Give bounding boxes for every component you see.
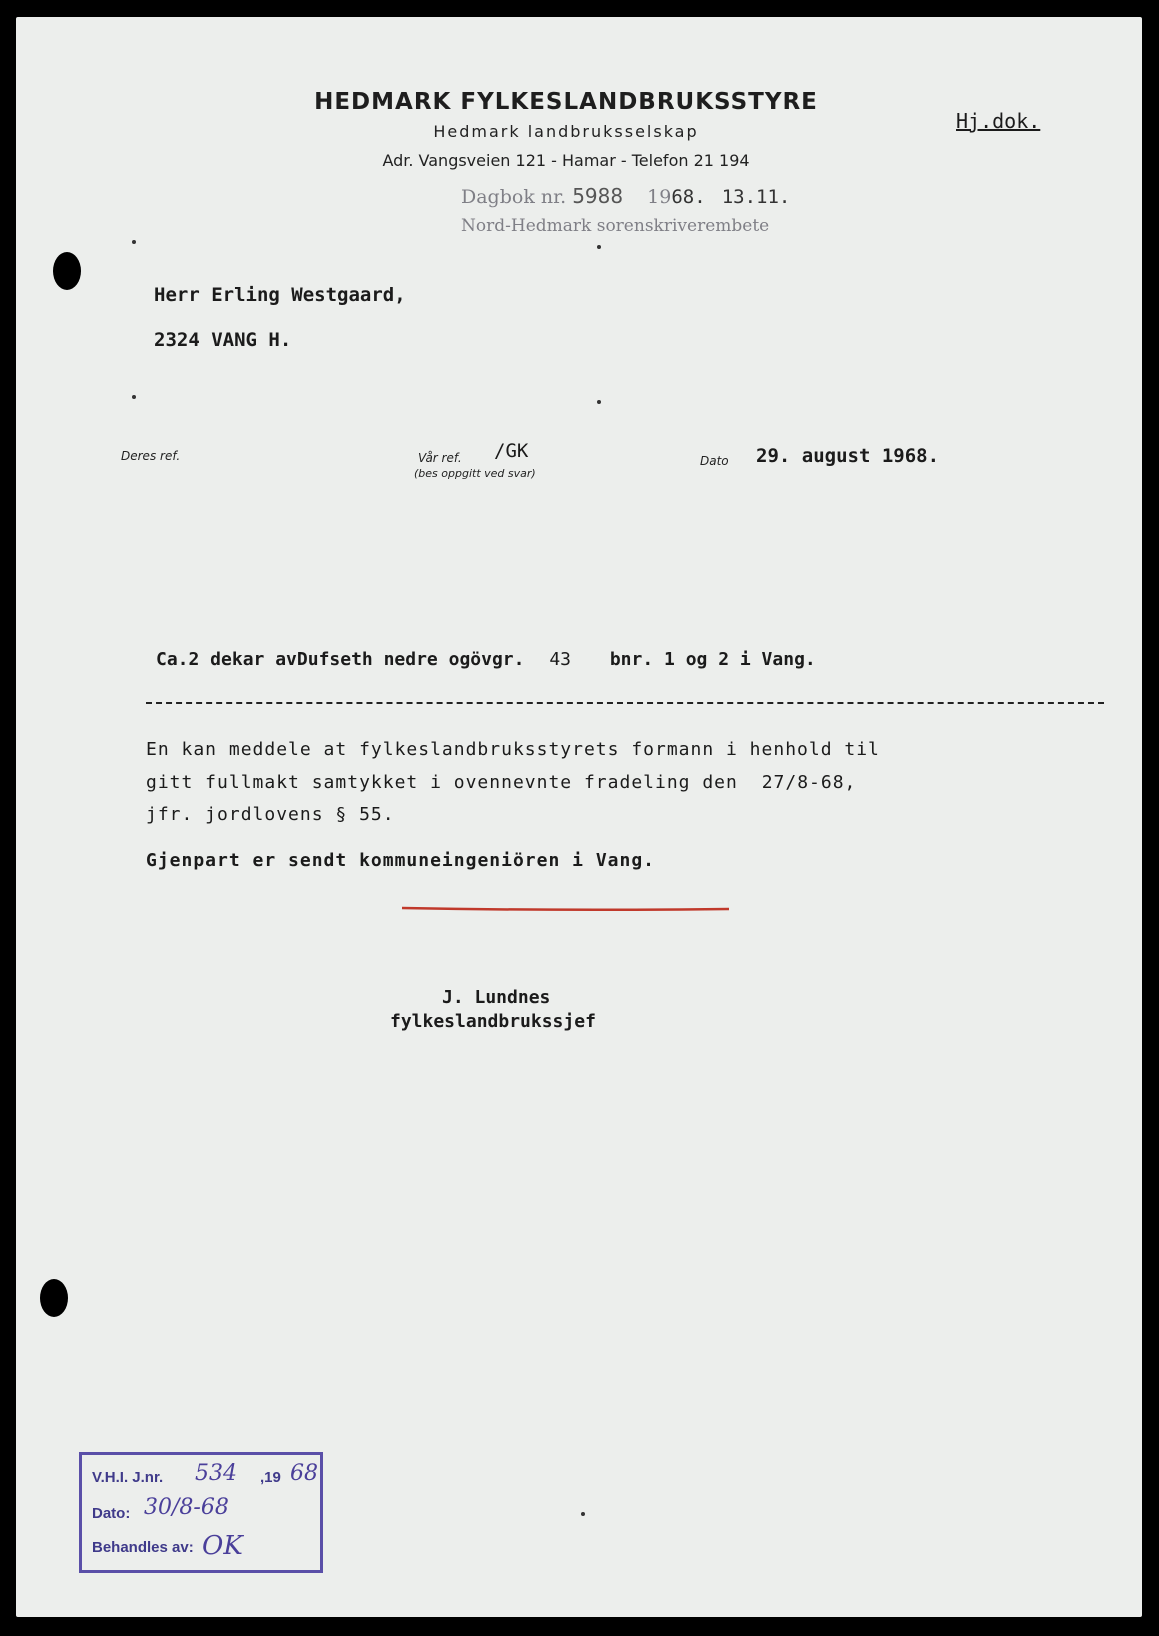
handled-value: OK <box>202 1531 243 1561</box>
var-ref-value: /GK <box>494 440 529 462</box>
body-line-3: jfr. jordlovens § 55. <box>146 804 395 825</box>
subject-prefix: Ca.2 dekar av <box>156 649 297 670</box>
copy-line <box>146 850 655 871</box>
jnr-label: V.H.I. J.nr. <box>92 1469 164 1486</box>
dagbok-number: 5988 <box>572 184 624 208</box>
subject-property: Dufseth nedre ogövgr. <box>296 649 525 670</box>
organization-address: Adr. Vangsveien 121 - Hamar - Telefon 21 194 <box>382 151 750 170</box>
body-line-2-date: 27/8-68, <box>761 772 857 793</box>
dot-mark <box>132 395 136 399</box>
dagbok-year-suffix: 68. <box>671 186 706 208</box>
subject-rest: bnr. 1 og 2 i Vang. <box>609 649 816 670</box>
dagbok-label: Dagbok nr. <box>461 186 567 208</box>
handled-label: Behandles av: <box>92 1539 194 1556</box>
recipient-postal: 2324 VANG H. <box>154 329 292 351</box>
punch-hole-bottom <box>40 1279 68 1317</box>
var-ref-note: (bes oppgitt ved svar) <box>414 467 536 480</box>
copy-suffix: . <box>643 850 656 871</box>
dagbok-date: 13.11. <box>721 186 791 208</box>
body-line-2-text: gitt fullmakt samtykket i ovennevnte fradeling den <box>146 772 738 793</box>
organization-subtitle: Hedmark landbruksselskap <box>433 122 699 141</box>
recipient-name: Herr Erling Westgaard, <box>154 284 406 306</box>
organization-name: HEDMARK FYLKESLANDBRUKSSTYRE <box>314 89 818 115</box>
dot-mark <box>581 1512 585 1516</box>
dato-value: 29. august 1968. <box>756 445 940 467</box>
stamp-dato-value: 30/8-68 <box>144 1495 229 1520</box>
dot-mark <box>597 400 601 404</box>
dato-label: Dato <box>700 454 729 468</box>
subject-line <box>156 649 816 670</box>
document-page <box>16 17 1142 1617</box>
stamp-dato-label: Dato: <box>92 1505 131 1522</box>
subject-gnr: 43 <box>549 649 571 670</box>
year-value: 68 <box>290 1461 318 1486</box>
dagbok-stamp <box>461 184 790 208</box>
copy-prefix: Gjenpart er sendt <box>146 850 360 871</box>
registration-stamp <box>79 1452 323 1573</box>
dagbok-year-prefix: 19 <box>647 186 672 208</box>
body-line-1: En kan meddele at fylkeslandbruksstyrets formann i henhold til <box>146 739 880 760</box>
document-mark: Hj.dok. <box>956 109 1041 133</box>
subject-divider <box>146 702 1104 704</box>
jnr-value: 534 <box>195 1461 237 1486</box>
signature-title: fylkeslandbrukssjef <box>390 1011 596 1032</box>
dot-mark <box>132 240 136 244</box>
punch-hole-top <box>53 252 81 290</box>
year-label: ,19 <box>260 1469 281 1486</box>
copy-recipient: kommuneingeniören i Vang <box>359 850 644 871</box>
body-line-2 <box>146 772 856 793</box>
red-pen-underline <box>401 906 731 912</box>
register-office: Nord-Hedmark sorenskriverembete <box>461 216 770 236</box>
var-ref-label: Vår ref. <box>418 451 462 465</box>
deres-ref-label: Deres ref. <box>121 449 181 463</box>
dot-mark <box>597 245 601 249</box>
signature-name: J. Lundnes <box>442 987 551 1008</box>
